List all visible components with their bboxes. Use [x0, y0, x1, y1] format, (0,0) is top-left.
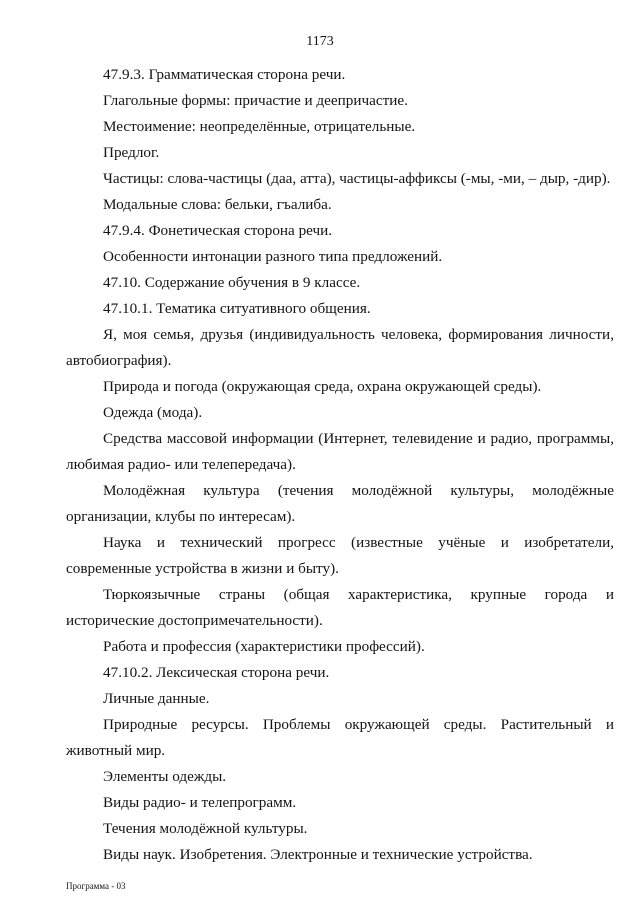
page-footer: Программа - 03: [66, 881, 126, 891]
paragraph-work-professions: Работа и профессия (характеристики профессий).: [103, 638, 425, 655]
paragraph-personal-data: Личные данные.: [103, 690, 210, 707]
section-heading-47-10: 47.10. Содержание обучения в 9 классе.: [103, 274, 361, 291]
paragraph-turkic-countries: Тюркоязычные страны (общая характеристика, крупные города и исторические достопримечательности).: [66, 586, 614, 629]
section-heading-47-10-2: 47.10.2. Лексическая сторона речи.: [103, 664, 330, 681]
paragraph-sciences-inventions: Виды наук. Изобретения. Электронные и технические устройства.: [103, 846, 533, 863]
paragraph-natural-resources: Природные ресурсы. Проблемы окружающей среды. Растительный и животный мир.: [66, 716, 614, 759]
paragraph-verb-forms: Глагольные формы: причастие и деепричастие.: [103, 92, 408, 109]
section-heading-47-9-4: 47.9.4. Фонетическая сторона речи.: [103, 222, 333, 239]
paragraph-clothing-items: Элементы одежды.: [103, 768, 227, 785]
paragraph-particles: Частицы: слова-частицы (даа, атта), частицы-аффиксы (-мы, -ми, – дыр, -дир).: [103, 170, 611, 187]
paragraph-youth-culture: Молодёжная культура (течения молодёжной культуры, молодёжные организации, клубы по интересам).: [66, 482, 614, 525]
paragraph-preposition: Предлог.: [103, 144, 160, 161]
paragraph-mass-media: Средства массовой информации (Интернет, телевидение и радио, программы, любимая радио- или телепередача).: [66, 430, 614, 473]
document-body: [66, 62, 614, 868]
paragraph-nature-weather: Природа и погода (окружающая среда, охрана окружающей среды).: [103, 378, 542, 395]
paragraph-clothing: Одежда (мода).: [103, 404, 203, 421]
paragraph-tv-programs: Виды радио- и телепрограмм.: [103, 794, 297, 811]
paragraph-youth-trends: Течения молодёжной культуры.: [103, 820, 308, 837]
section-heading-47-10-1: 47.10.1. Тематика ситуативного общения.: [103, 300, 371, 317]
page-number: 1173: [306, 34, 334, 49]
paragraph-pronouns: Местоимение: неопределённые, отрицательные.: [103, 118, 416, 135]
paragraph-modal-words: Модальные слова: бельки, гъалиба.: [103, 196, 332, 213]
section-heading-47-9-3: 47.9.3. Грамматическая сторона речи.: [103, 66, 346, 83]
paragraph-intonation: Особенности интонации разного типа предложений.: [103, 248, 443, 265]
paragraph-science-progress: Наука и технический прогресс (известные учёные и изобретатели, современные устройства в жизни и быту).: [66, 534, 614, 577]
paragraph-family-friends: Я, моя семья, друзья (индивидуальность человека, формирования личности, автобиография).: [66, 326, 614, 369]
